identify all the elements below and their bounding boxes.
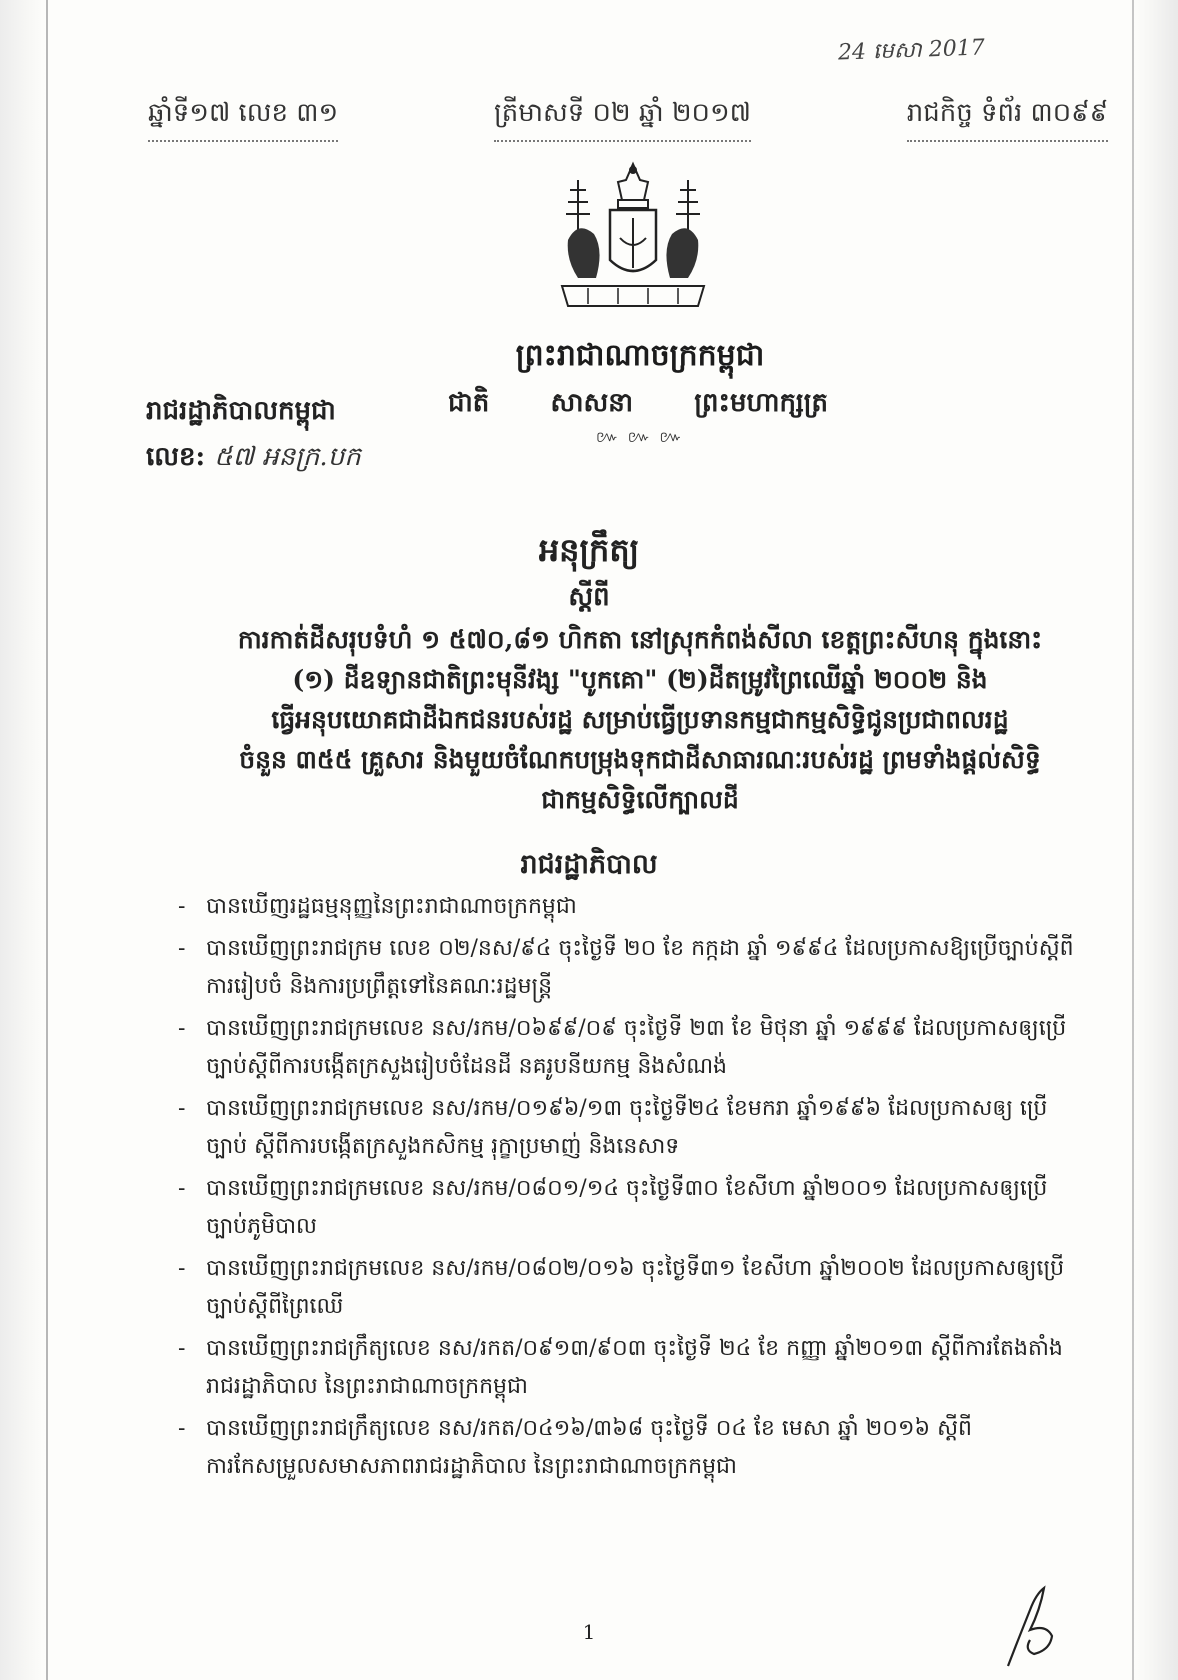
recital-item: - បានឃើញព្រះរាជក្រមលេខ នស/រកម/០៨០១/១៤ ចុះថ្ងៃទី៣០ ខែសីហា ឆ្នាំ២០០១ ដែលប្រកាសឲ្យប្រើច្បាប់ភូមិបាល — [178, 1170, 1078, 1246]
page-number: 1 — [582, 1620, 596, 1644]
subject-line: (១) ដីឧទ្យានជាតិព្រះមុនីវង្ស "បូកគោ" (២)ដីតម្រូវព្រៃឈើឆ្នាំ ២០០២ និង — [292, 665, 988, 694]
handwritten-initial-signature — [1000, 1580, 1070, 1670]
motto-ornament: ៚ ៚ ៚ — [595, 427, 685, 446]
recital-item: - បានឃើញព្រះរាជក្រមលេខ នស/រកម/០៦៩៩/០៩ ចុះថ្ងៃទី ២៣ ខែ មិថុនា ឆ្នាំ ១៩៩៩ ដែលប្រកាសឲ្យប្រើច្បាប់ស្តីពីការបង្កើតក្រសួងរៀបចំដែនដី នគរូបនីយកម្ម និងសំណង់ — [178, 1010, 1078, 1086]
government-label: រាជរដ្ឋាភិបាលកម្ពុជា — [146, 396, 336, 426]
scan-right-margin — [1132, 0, 1178, 1680]
recital-item: - បានឃើញព្រះរាជក្រម លេខ ០២/នស/៩៤ ចុះថ្ងៃទី ២០ ខែ កក្កដា ឆ្នាំ ១៩៩៤ ដែលប្រកាសឱ្យប្រើច្បាប់ស្តីពីការរៀបចំ និងការប្រព្រឹត្តទៅនៃគណៈរដ្ឋមន្ត្រី — [178, 930, 1078, 1006]
document-type-title: អនុក្រឹត្យ — [538, 531, 640, 569]
motto-nation: ជាតិ — [448, 388, 490, 418]
gazette-year-issue: ឆ្នាំទី១៧ លេខ ៣១ — [148, 96, 338, 142]
motto-religion: សាសនា — [550, 388, 634, 418]
royal-coat-of-arms-icon — [548, 160, 718, 320]
body-heading: រាជរដ្ឋាភិបាល — [520, 849, 658, 880]
subject-line: ចំនួន ៣៥៥ គ្រួសារ និងមួយចំណែកបម្រុងទុកជាដីសាធារណៈរបស់រដ្ឋ ព្រមទាំងផ្តល់សិទ្ធិ — [239, 745, 1041, 774]
subject-line: ការកាត់ដីសរុបទំហំ ១ ៥៧០,៨១ ហិកតា នៅស្រុកកំពង់សីលា ខេត្តព្រះសីហនុ ក្នុងនោះ — [237, 625, 1043, 654]
recital-item: - បានឃើញព្រះរាជក្រឹត្យលេខ នស/រកត/០៩១៣/៩០៣ ចុះថ្ងៃទី ២៤ ខែ កញ្ញា ឆ្នាំ២០១៣ ស្តីពីការតែងតាំងរាជរដ្ឋាភិបាល នៃព្រះរាជាណាចក្រកម្ពុជា — [178, 1330, 1078, 1406]
national-motto — [448, 386, 828, 424]
subject-line: ជាកម្មសិទ្ធិលើក្បាលដី — [541, 785, 739, 814]
gazette-page: រាជកិច្ច ទំព័រ ៣០៩៩ — [907, 96, 1108, 142]
handwritten-date: 24 មេសា 2017 — [837, 35, 986, 66]
document-number-value: ៥៧ អនក្រ.បក — [214, 442, 361, 472]
recitals-list — [178, 888, 1078, 1490]
recital-item: - បានឃើញរដ្ឋធម្មនុញ្ញនៃព្រះរាជាណាចក្រកម្ពុជា — [178, 888, 1078, 926]
document-number — [146, 440, 361, 478]
scan-left-margin — [0, 0, 48, 1680]
subject-word: ស្តីពី — [568, 582, 610, 612]
motto-king: ព្រះមហាក្សត្រ — [694, 388, 828, 418]
gazette-quarter: ត្រីមាសទី ០២ ឆ្នាំ ២០១៧ — [494, 96, 751, 142]
recital-item: - បានឃើញព្រះរាជក្រមលេខ នស/រកម/០៨០២/០១៦ ចុះថ្ងៃទី៣១ ខែសីហា ឆ្នាំ២០០២ ដែលប្រកាសឲ្យប្រើច្បាប់ស្តីពីព្រៃឈើ — [178, 1250, 1078, 1326]
document-number-label: លេខ: — [146, 442, 206, 472]
gazette-header — [148, 96, 1108, 142]
subject-line: ធ្វើអនុបយោគជាដីឯកជនរបស់រដ្ឋ សម្រាប់ធ្វើប្រទានកម្មជាកម្មសិទ្ធិជូនប្រជាពលរដ្ឋ — [271, 705, 1009, 734]
kingdom-title: ព្រះរាជាណាចក្រកម្ពុជា — [515, 338, 765, 373]
recital-item: - បានឃើញព្រះរាជក្រឹត្យលេខ នស/រកត/០៤១៦/៣៦៨ ចុះថ្ងៃទី ០៤ ខែ មេសា ឆ្នាំ ២០១៦ ស្តីពីការកែសម្រួលសមាសភាពរាជរដ្ឋាភិបាល នៃព្រះរាជាណាចក្រកម្ពុជា — [178, 1410, 1078, 1486]
recital-item: - បានឃើញព្រះរាជក្រមលេខ នស/រកម/០១៩៦/១៣ ចុះថ្ងៃទី២៤ ខែមករា ឆ្នាំ១៩៩៦ ដែលប្រកាសឲ្យ ប្រើច្បាប់ ស្តីពីការបង្កើតក្រសួងកសិកម្ម រុក្ខាប្រមាញ់ និងនេសាទ — [178, 1090, 1078, 1166]
subject-text — [200, 620, 1080, 820]
